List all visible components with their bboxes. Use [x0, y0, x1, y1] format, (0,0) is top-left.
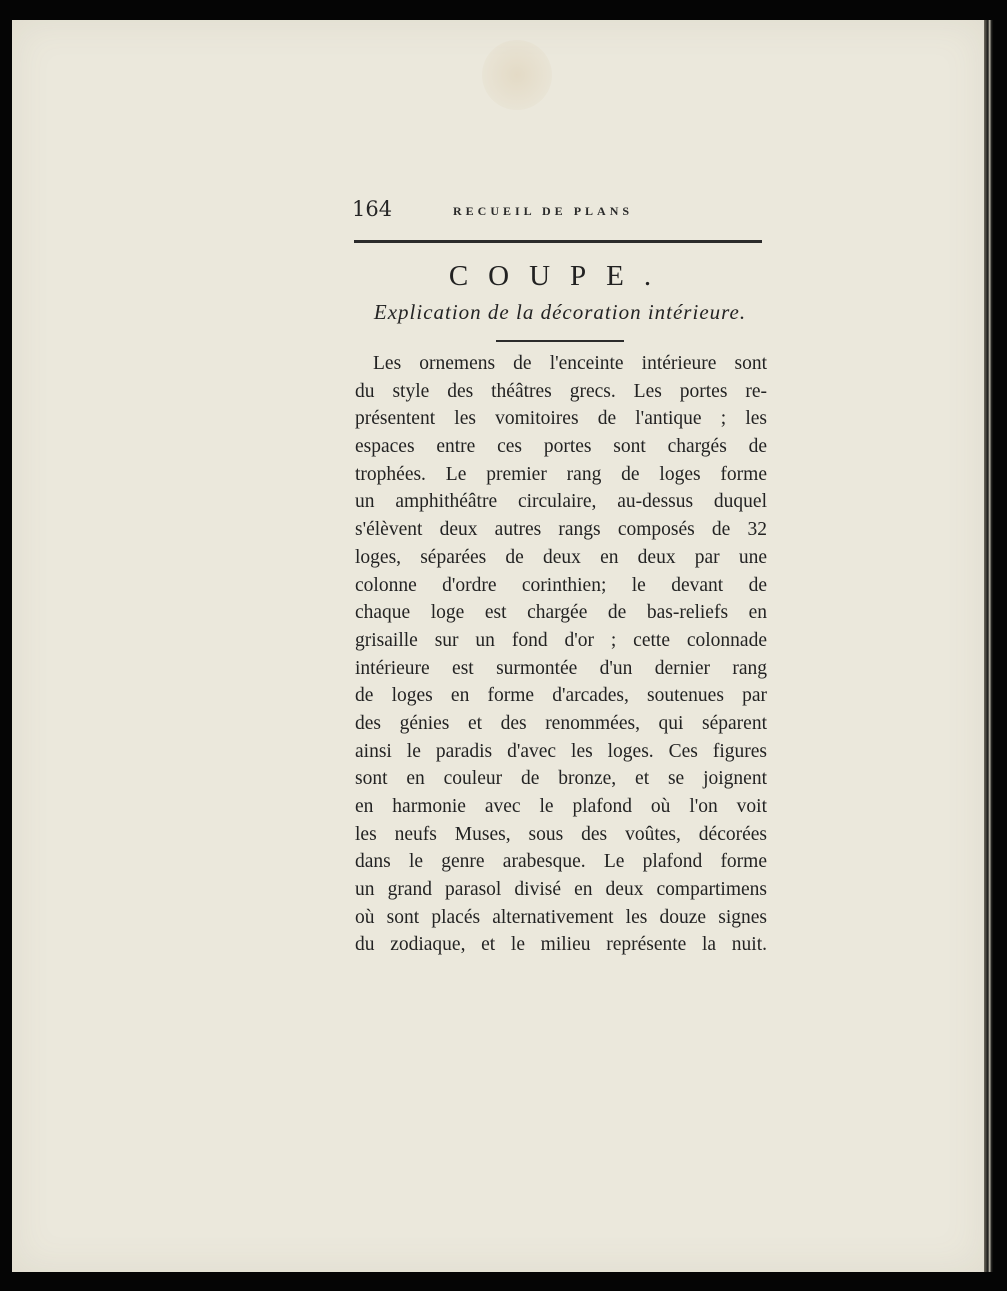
text-line: un amphithéâtre circulaire, au-dessus duquel: [355, 491, 767, 513]
text-line: espaces entre ces portes sont chargés de: [355, 436, 767, 458]
text-line: dans le genre arabesque. Le plafond forme: [355, 851, 767, 873]
header-rule: [354, 240, 762, 243]
text-line: ainsi le paradis d'avec les loges. Ces figures: [355, 740, 767, 762]
text-line: du zodiaque, et le milieu représente la nuit.: [355, 934, 767, 956]
paper-stain: [482, 40, 552, 110]
running-head: [352, 197, 764, 227]
text-line: les neufs Muses, sous des voûtes, décorées: [355, 823, 767, 845]
text-line: un grand parasol divisé en deux compartimens: [355, 879, 767, 901]
text-line: loges, séparées de deux en deux par une: [355, 546, 767, 568]
text-line: trophées. Le premier rang de loges forme: [355, 463, 767, 485]
page-number: 164: [352, 197, 393, 221]
body-paragraph: [355, 350, 767, 959]
subtitle-rule: [496, 340, 624, 342]
text-line: chaque loge est chargée de bas-reliefs en: [355, 602, 767, 624]
text-line: sont en couleur de bronze, et se joignent: [355, 768, 767, 790]
text-line: du style des théâtres grecs. Les portes re-: [355, 380, 767, 402]
text-line: grisaille sur un fond d'or ; cette colonnade: [355, 629, 767, 651]
text-line: en harmonie avec le plafond où l'on voit: [355, 796, 767, 817]
running-head-title: RECUEIL DE PLANS: [453, 204, 634, 218]
page-edge: [984, 20, 994, 1272]
text-line: des génies et des renommées, qui séparent: [355, 712, 767, 734]
text-line: présentent les vomitoires de l'antique ; les: [355, 408, 767, 430]
text-line: Les ornemens de l'enceinte intérieure sont: [373, 353, 767, 374]
section-subtitle: Explication de la décoration intérieure.: [373, 300, 747, 324]
text-line: colonne d'ordre corinthien; le devant de: [355, 574, 767, 596]
text-line: où sont placés alternativement les douze signes: [355, 906, 767, 928]
section-title: COUPE.: [448, 260, 672, 292]
text-line: de loges en forme d'arcades, soutenues par: [355, 685, 767, 707]
text-line: s'élèvent deux autres rangs composés de 32: [355, 519, 767, 541]
text-line: intérieure est surmontée d'un dernier rang: [355, 657, 767, 679]
